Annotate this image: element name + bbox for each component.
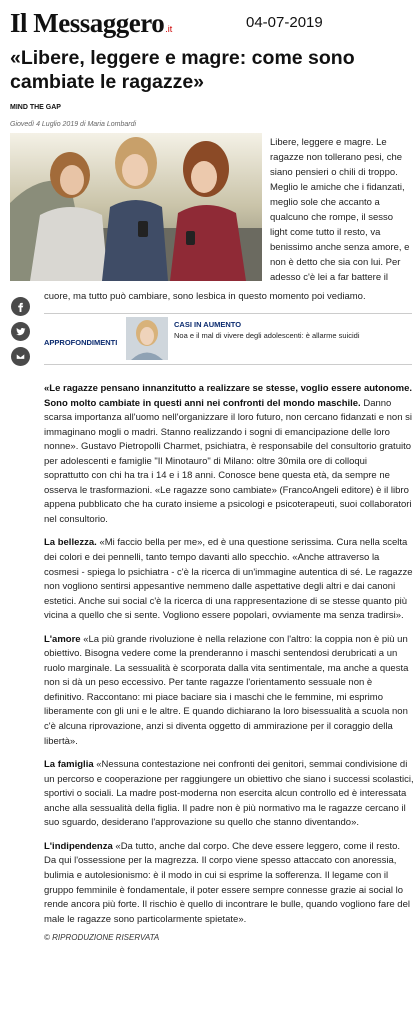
paragraph-1-text: Danno scarsa importanza all'uomo nell'organizzare il loro futuro, non cercano fidanzati e non si immaginano mogli o madri. Stanno realizzando i sogni di emancipazione delle loro nonne». Gustavo Pietropolli Charmet, psichiatra, è responsabile del consultorio gratuito per adolescenti e famiglie "Il Minotauro" di Milano: oltre 30mila ore di colloqui soprattutto con chi ha tra i 14 e i 18 anni. Conosce bene questa età, da sempre ne osserva le trasformazioni. «Le ragazze sono cambiate» (FrancoAngeli editore) è il libro appena pubblicato che ha curato insieme a psicologi e psicoterapeuti, suoi collaboratori nel consultorio. [44, 397, 412, 525]
paragraph-4-text: «Nessuna contestazione nei confronti dei genitori, semmai condivisione di un percorso e cooperazione per raggiungere un obiettivo che siano i successi scolastici, sportivi o sociali. La madre post-moderna non esercita alcun controllo ed è interessata anche alla sessualità della figlia. Il padre non è più normativo ma le ragazze cercano il suo sguardo, desiderano l'approvazione su quello che stanno diventando». [44, 759, 414, 829]
email-icon [15, 351, 26, 362]
copyright: © RIPRODUZIONE RISERVATA [44, 933, 160, 943]
paragraph-5-text: «Da tutto, anche dal corpo. Che deve essere leggero, come il resto. Da qui l'ossessione per la magrezza. Il corpo viene spesso attaccato con anoressia, bulimia e autolesionismo: è il modo in cui si esprime la sofferenza. Il legame con il gruppo femminile è fondamentale, il poter essere sempre connesse grazie ai social lo rende ancora più forte. Il rischio è quello di incontrare le bulle, quando vogliono fare del male le ragazze sono particolarmente spietate». [44, 840, 410, 925]
article-title: «Libere, leggere e magre: come sono cambiate le ragazze» [10, 47, 355, 93]
article-body [44, 382, 414, 946]
page-date: 04-07-2019 [246, 14, 323, 31]
paragraph-4-lead: La famiglia [44, 759, 94, 771]
paragraph-2 [44, 536, 414, 623]
related-text[interactable]: Noa e il mal di vivere degli adolescenti: è allarme suicidi [174, 331, 360, 340]
related-title[interactable]: CASI IN AUMENTO [174, 320, 242, 329]
byline: Giovedì 4 Luglio 2019 di Maria Lombardi [10, 121, 137, 128]
logo-suffix: .it [165, 24, 173, 34]
twitter-icon [15, 326, 26, 337]
paragraph-2-lead: La bellezza. [44, 537, 97, 549]
twitter-share-button[interactable] [11, 322, 30, 341]
intro-text: Libere, leggere e magre. Le ragazze non tollerano pesi, che siano pensieri o chili di troppo. Meglio le amiche che i fidanzati, meglio sole che accanto a qualcuno che rompe, il sesso light come tutto il resto, va benissimo anche senza amore, e non è detto che sia con lui. Per adesso c'è lei a far battere il [270, 137, 410, 283]
paragraph-1-lead: «Le ragazze pensano innanzitutto a realizzare se stesse, voglio essere autonome. Sono molto cambiate in questi anni nei confronti del mondo maschile. [44, 383, 412, 409]
related-thumbnail[interactable] [126, 317, 168, 360]
hero-photo [10, 133, 262, 281]
paragraph-4 [44, 758, 414, 831]
paragraph-5 [44, 840, 414, 927]
related-divider-bottom [44, 364, 412, 365]
paragraph-5-lead: L'indipendenza [44, 840, 113, 852]
masthead [10, 8, 172, 39]
paragraph-1 [44, 382, 414, 527]
paragraph-3 [44, 633, 414, 749]
related-divider-top [44, 313, 412, 314]
intro-continued: cuore, ma tutto può cambiare, sono lesbica in questo momento poi vediamo. [44, 291, 366, 302]
paragraph-2-text: «Mi faccio bella per me», ed è una questione serissima. Cura nella scelta dei colori e dei pennelli, tanto tempo davanti allo specchio. «Anche attraverso la cosmesi - spiega lo psichiatra - c'è la ricerca di un'immagine autentica di sé. Le ragazze non vogliono sentirsi appesantive nemmeno dalle aspettative degli altri e dai canoni estetici. Anche sui social c'è la ricerca di una rappresentazione di se stesse quanto più vicina a quello che si sente. Vogliono essere popolari, ovviamente ma senza tradirsi». [44, 537, 413, 622]
facebook-share-button[interactable] [11, 297, 30, 316]
logo[interactable]: Il Messaggero [10, 8, 165, 38]
email-share-button[interactable] [11, 347, 30, 366]
section-tag[interactable]: MIND THE GAP [10, 104, 61, 111]
related-label: APPROFONDIMENTI [44, 338, 118, 347]
paragraph-3-text: «La più grande rivoluzione è nella relazione con l'altro: la coppia non è più un obiettivo. Bisogna vedere come la prenderanno i maschi sentendosi derubricati a un ruolo marginale. La sessualità è scorporata dalla vita sentimentale, ma anche a questa non si dà un peso eccessivo. Per tante ragazze l'orientamento sessuale non è definitivo. Raccontano: mi piace baciare sia i maschi che le femmine, mi esprimo liberamente con gli uni e le altre. E quando dichiarano la loro bisessualità a scuola non c'è alcuna riprovazione, anzi si diventa oggetto di ammirazione per il coraggio della libertà». [44, 633, 409, 747]
paragraph-3-lead: L'amore [44, 633, 81, 645]
facebook-icon [15, 301, 26, 312]
